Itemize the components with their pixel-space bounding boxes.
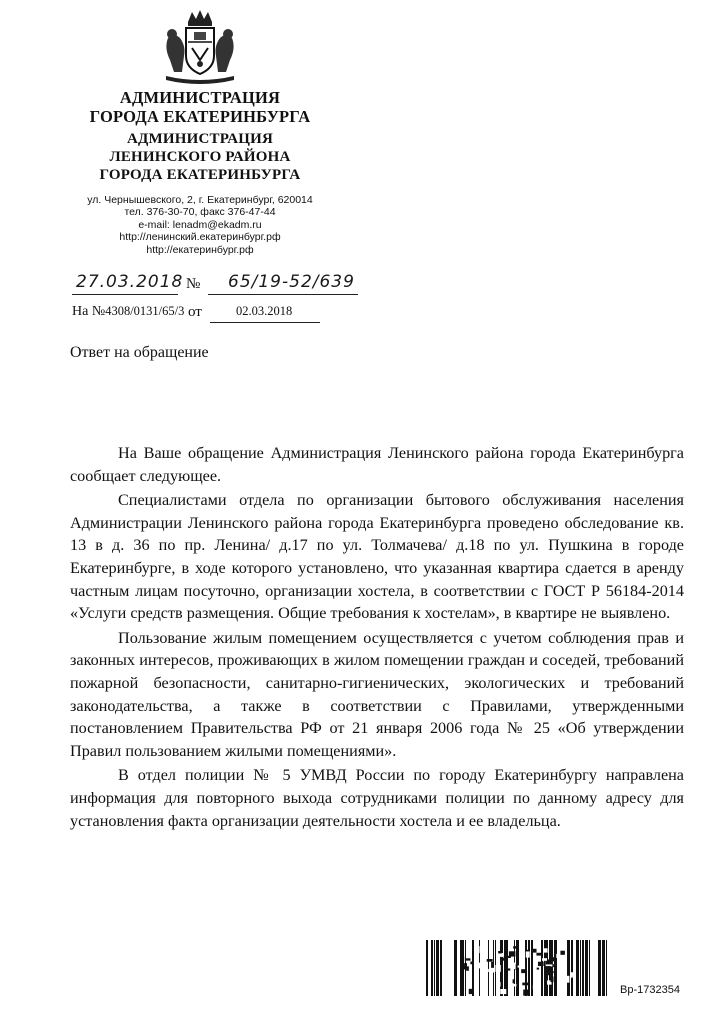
contact-address: ул. Чернышевского, 2, г. Екатеринбург, 620014 xyxy=(87,194,313,206)
paragraph-1: На Ваше обращение Администрация Ленинского района города Екатеринбурга сообщает следующее. xyxy=(70,444,684,485)
org-name-line1: АДМИНИСТРАЦИЯ xyxy=(119,88,281,107)
reference-prefix: На № xyxy=(72,304,106,319)
letter-body xyxy=(70,442,684,832)
handwritten-date: 27.03.2018 xyxy=(76,272,184,292)
number-sign: № xyxy=(186,276,201,292)
coat-of-arms-icon xyxy=(158,8,242,84)
dept-name-line3: ГОРОДА ЕКАТЕРИНБУРГА xyxy=(99,167,301,183)
number-field xyxy=(208,270,358,295)
reference-from: от xyxy=(188,304,202,320)
dept-name-line1: АДМИНИСТРАЦИЯ xyxy=(127,131,273,147)
org-name-line2: ГОРОДА ЕКАТЕРИНБУРГА xyxy=(89,107,311,126)
reference-date: 02.03.2018 xyxy=(236,304,293,318)
dept-name-line2: ЛЕНИНСКОГО РАЙОНА xyxy=(109,149,291,165)
reference-number: 4308/0131/65/3 xyxy=(105,304,185,318)
paragraph-2: Специалистами отдела по организации бытового обслуживания населения Администрации Ленинского района города Екатеринбурга проведено обследование кв. 13 в д. 36 по пр. Ленина/ д.17 по ул. Толмачева/ д.18 по ул. Пушкина в городе Екатеринбурге, в ходе которого установлено, что указанная квартира сдается в аренду частным лицам посуточно, организации хостела, в соответствии с ГОСТ Р 56184-2014 «Услуги средств размещения. Общие требования к хостелам», в квартире не выявлено. xyxy=(70,491,684,623)
paragraph-3: Пользование жилым помещением осуществляется с учетом соблюдения прав и законных интересов, проживающих в жилом помещении граждан и соседей, требований пожарной безопасности, санитарно-гигиенических, экологических и требований законодательства, а также в соответствии с Правилами, утвержденными постановлением Правительства РФ от 21 января 2006 года № 25 «Об утверждении Правил пользованием жилыми помещениями». xyxy=(70,628,684,760)
document-code: Вр-1732354 xyxy=(620,984,680,996)
contact-site-2: http://екатеринбург.рф xyxy=(146,243,254,256)
paragraph-4: В отдел полиции № 5 УМВД России по городу Екатеринбургу направлена информация для повторного выхода сотрудниками полиции по данному адресу для установления факта организации деятельности хостела и ее владельца. xyxy=(70,766,684,830)
barcode-icon xyxy=(426,940,614,996)
handwritten-number: 65/19-52/639 xyxy=(228,272,355,292)
contact-site-1: http://ленинский.екатеринбург.рф xyxy=(119,231,281,244)
date-field xyxy=(72,270,184,295)
reference-date-field xyxy=(210,302,320,323)
contact-phone: тел. 376-30-70, факс 376-47-44 xyxy=(124,206,276,219)
contact-email: e-mail: lenadm@ekadm.ru xyxy=(138,218,262,231)
subject-line: Ответ на обращение xyxy=(70,344,209,361)
